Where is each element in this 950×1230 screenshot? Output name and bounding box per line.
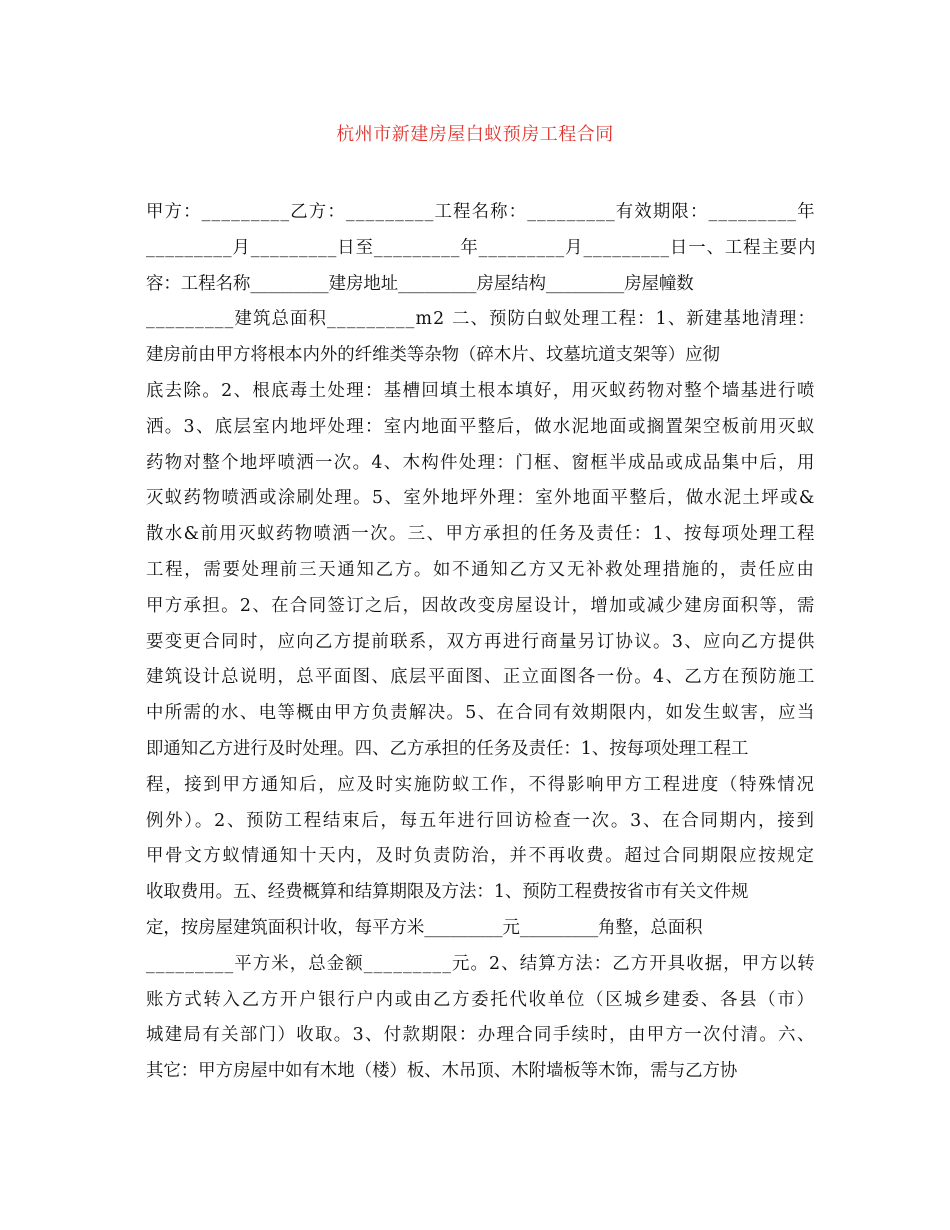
contract-line: 要变更合同时，应向乙方提前联系，双方再进行商量另订协议。3、应向乙方提供 [146,631,816,652]
contract-line: _________建筑总面积_________m2 二、预防白蚁处理工程：1、新建基地清理： [146,309,816,330]
contract-line: 灭蚁药物喷洒或涂刷处理。5、室外地坪外理：室外地面平整后，做水泥土坪或& [146,488,816,509]
contract-line: 建房前由甲方将根本内外的纤维类等杂物（碎木片、坟墓坑道支架等）应彻 [146,345,720,366]
contract-line: 甲骨文方蚁情通知十天内，及时负责防治，并不再收费。超过合同期限应按规定 [146,846,816,867]
document-title: 杭州市新建房屋白蚁预房工程合同 [336,124,614,145]
contract-line: 定，按房屋建筑面积计收，每平方米_________元_________角整，总面积 [146,917,703,938]
contract-line: 甲方：_________乙方：_________工程名称：_________有效期限：_________年 [146,202,816,222]
contract-line: 甲方承担。2、在合同签订之后，因故改变房屋设计，增加或减少建房面积等，需 [146,595,816,616]
contract-line: 药物对整个地坪喷洒一次。4、木构件处理：门框、窗框半成品或成品集中后，用 [146,452,816,473]
contract-line: 建筑设计总说明，总平面图、底层平面图、正立面图各一份。4、乙方在预防施工 [146,667,816,688]
contract-line: 例外）。2、预防工程结束后，每五年进行回访检查一次。3、在合同期内，接到 [146,810,816,831]
contract-line: _________月_________日至_________年_________月_________日一、工程主要内 [146,237,816,258]
contract-line: _________平方米，总金额_________元。2、结算方法：乙方开具收据，甲方以转 [146,953,816,974]
contract-line: 即通知乙方进行及时处理。四、乙方承担的任务及责任：1、按每项处理工程工 [146,738,749,759]
contract-line: 底去除。2、根底毒土处理：基槽回填土根本填好，用灭蚁药物对整个墙基进行喷 [146,380,816,401]
contract-line: 散水&前用灭蚁药物喷洒一次。三、甲方承担的任务及责任：1、按每项处理工程 [146,524,816,545]
contract-line: 容：工程名称_________建房地址_________房屋结构_________房屋幢数 [146,273,694,294]
contract-line: 账方式转入乙方开户银行户内或由乙方委托代收单位（区城乡建委、各县（市） [146,989,816,1010]
contract-line: 城建局有关部门）收取。3、付款期限：办理合同手续时，由甲方一次付清。六、 [146,1025,816,1046]
contract-line: 收取费用。五、经费概算和结算期限及方法：1、预防工程费按省市有关文件规 [146,882,749,903]
contract-body [146,195,816,1090]
contract-line: 程，接到甲方通知后，应及时实施防蚁工作，不得影响甲方工程进度（特殊情况 [146,774,816,795]
contract-line: 工程，需要处理前三天通知乙方。如不通知乙方又无补救处理措施的，责任应由 [146,559,816,580]
contract-line: 洒。3、底层室内地坪处理：室内地面平整后，做水泥地面或搁置架空板前用灭蚁 [146,416,816,437]
contract-line: 其它：甲方房屋中如有木地（楼）板、木吊顶、木附墙板等木饰，需与乙方协 [146,1061,738,1082]
contract-line: 中所需的水、电等概由甲方负责解决。5、在合同有效期限内，如发生蚁害，应当 [146,703,816,724]
